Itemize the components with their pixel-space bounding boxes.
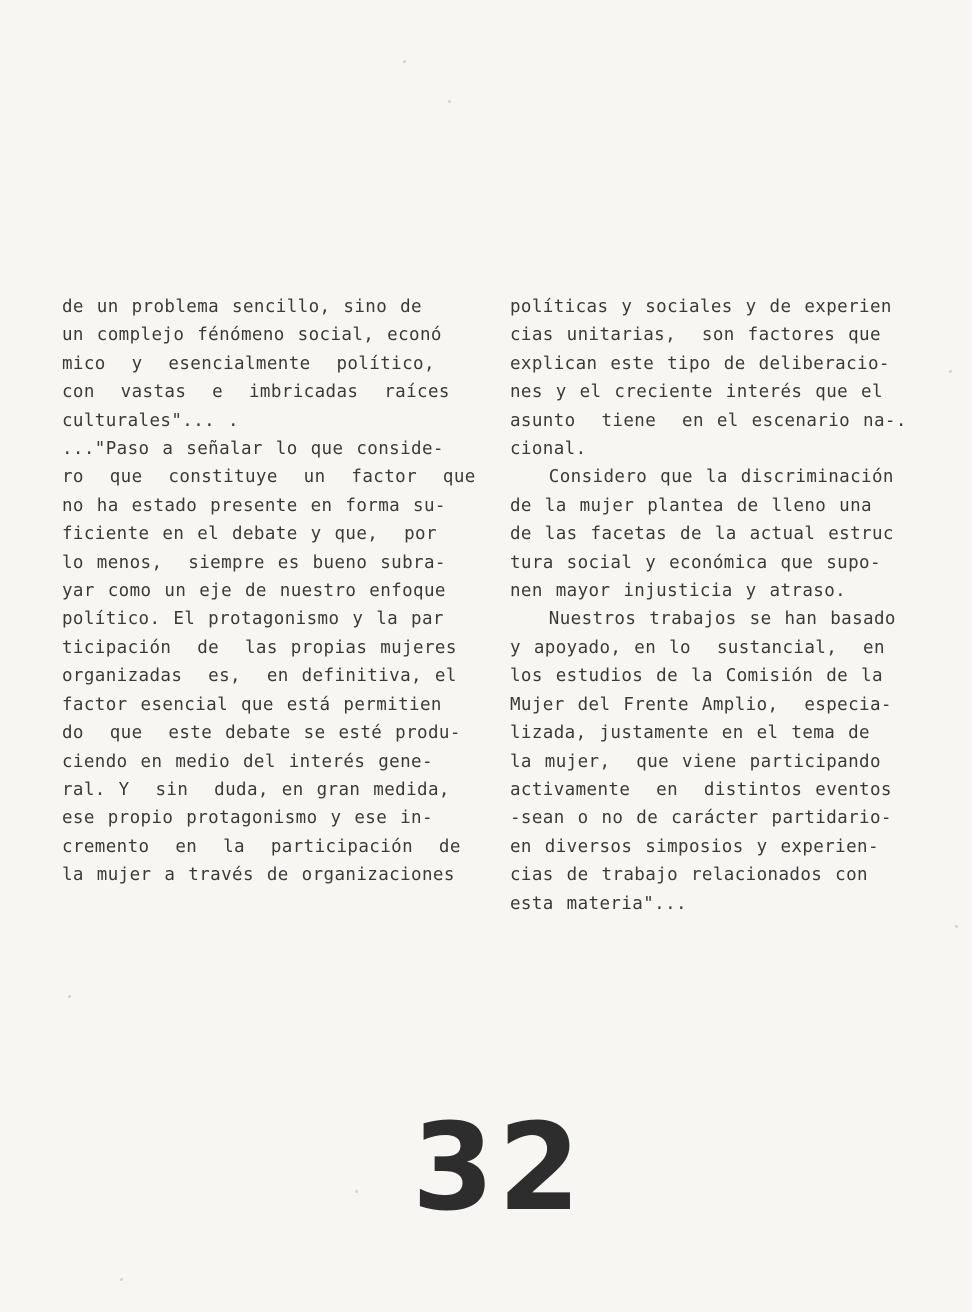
text-line: la mujer a través de organizaciones: [62, 865, 455, 886]
text-line: explican este tipo de deliberacio-: [510, 353, 890, 374]
scan-speck: [955, 925, 958, 928]
page-number: 32: [412, 1096, 585, 1238]
text-line: activamente en distintos eventos: [510, 779, 892, 800]
text-line: los estudios de la Comisión de la: [510, 666, 883, 687]
text-line: Considero que la discriminación: [510, 467, 894, 488]
text-line: un complejo fénómeno social, econó: [62, 325, 442, 346]
text-line: nen mayor injusticia y atraso.: [510, 581, 847, 602]
text-line: políticas y sociales y de experien: [510, 297, 892, 317]
two-column-text-block: [62, 293, 922, 918]
text-line: ticipación de las propias mujeres: [62, 637, 457, 658]
text-line: ro que constituye un factor que: [62, 467, 476, 488]
left-column: [62, 293, 474, 918]
text-line: de la mujer plantea de lleno una: [510, 495, 872, 516]
right-column: [510, 293, 922, 918]
text-line: Mujer del Frente Amplio, especia-: [510, 694, 892, 715]
text-line: lizada, justamente en el tema de: [510, 723, 870, 744]
text-line: no ha estado presente en forma su-: [62, 495, 446, 516]
text-line: cias unitarias, son factores que: [510, 325, 881, 346]
text-line: ese propio protagonismo y ese in-: [62, 808, 433, 829]
text-line: organizadas es, en definitiva, el: [62, 666, 457, 687]
text-line: mico y esencialmente político,: [62, 353, 435, 374]
text-line: cremento en la participación de: [62, 836, 461, 857]
text-line: culturales"... .: [62, 410, 239, 431]
text-line: esta materia"...: [510, 893, 687, 914]
text-line: ciendo en medio del interés gene-: [62, 751, 433, 772]
text-line: asunto tiene en el escenario na-.: [510, 410, 907, 431]
text-line: Nuestros trabajos se han basado: [510, 609, 896, 630]
text-line: y apoyado, en lo sustancial, en: [510, 637, 885, 658]
text-line: factor esencial que está permitien: [62, 694, 442, 715]
text-line: do que este debate se esté produ-: [62, 723, 461, 744]
text-line: cional.: [510, 439, 587, 460]
text-line: político. El protagonismo y la par: [62, 609, 444, 630]
text-line: lo menos, siempre es bueno subra-: [62, 552, 446, 573]
scan-speck: [448, 100, 451, 103]
text-line: tura social y económica que supo-: [510, 552, 881, 573]
text-line: de un problema sencillo, sino de: [62, 297, 422, 317]
scan-speck: [403, 60, 406, 63]
text-line: nes y el creciente interés que el: [510, 382, 883, 403]
text-line: yar como un eje de nuestro enfoque: [62, 581, 446, 602]
text-line: ..."Paso a señalar lo que conside-: [62, 439, 444, 460]
scan-speck: [120, 1278, 123, 1281]
scan-speck: [355, 1190, 358, 1193]
text-line: ral. Y sin duda, en gran medida,: [62, 779, 450, 800]
text-line: cias de trabajo relacionados con: [510, 865, 868, 886]
text-line: en diversos simposios y experien-: [510, 836, 879, 857]
scan-speck: [68, 995, 71, 998]
text-line: la mujer, que viene participando: [510, 751, 881, 772]
scan-speck: [949, 370, 952, 373]
text-line: de las facetas de la actual estruc: [510, 524, 894, 545]
text-line: -sean o no de carácter partidario-: [510, 808, 892, 829]
text-line: ficiente en el debate y que, por: [62, 524, 437, 545]
text-line: con vastas e imbricadas raíces: [62, 382, 450, 403]
